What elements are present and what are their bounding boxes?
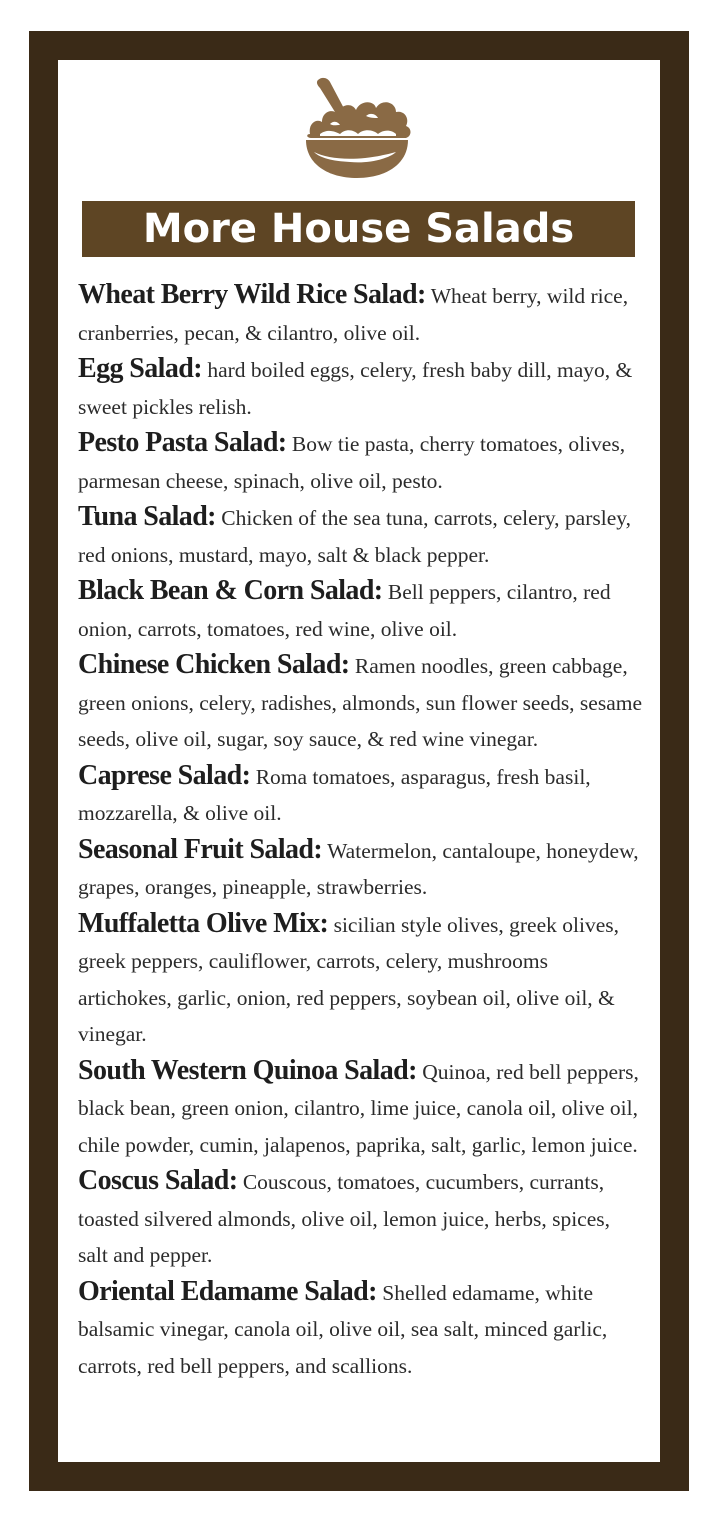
salad-item bbox=[78, 1163, 644, 1274]
page-title: More House Salads bbox=[142, 206, 575, 252]
salad-item bbox=[78, 758, 644, 832]
salad-description: Ramen noodles, green cabbage, green onions, celery, radishes, almonds, sun flower seeds, sesame seeds, olive oil, sugar, soy sauce, & red wine vinegar. bbox=[78, 654, 643, 751]
salad-item bbox=[78, 906, 644, 1053]
salad-name: Tuna Salad: bbox=[78, 501, 216, 532]
salad-description: Quinoa, red bell peppers, black bean, green onion, cilantro, lime juice, canola oil, olive oil, chile powder, cumin, jalapenos, paprika, salt, garlic, lemon juice. bbox=[78, 1059, 639, 1157]
salad-description: Bow tie pasta, cherry tomatoes, olives, parmesan cheese, spinach, olive oil, pesto. bbox=[78, 432, 626, 493]
salad-name: Oriental Edamame Salad: bbox=[78, 1275, 377, 1307]
salad-item bbox=[78, 573, 644, 647]
salad-item bbox=[78, 647, 644, 758]
salad-name: Caprese Salad: bbox=[78, 759, 251, 791]
salad-description: Chicken of the sea tuna, carrots, celery, parsley, red onions, mustard, mayo, salt & black pepper. bbox=[78, 506, 631, 567]
salad-name: Pesto Pasta Salad: bbox=[78, 427, 287, 458]
salad-list bbox=[78, 277, 644, 1384]
salad-name: South Western Quinoa Salad: bbox=[78, 1054, 417, 1086]
salad-description: Bell peppers, cilantro, red onion, carrots, tomatoes, red wine, olive oil. bbox=[78, 580, 611, 641]
salad-description: Shelled edamame, white balsamic vinegar, canola oil, olive oil, sea salt, minced garlic, carrots, red bell peppers, and scallions. bbox=[78, 1280, 608, 1378]
title-banner bbox=[82, 201, 635, 257]
salad-name: Egg Salad: bbox=[78, 353, 202, 384]
salad-name: Chinese Chicken Salad: bbox=[78, 649, 350, 680]
salad-description: Watermelon, cantaloupe, honeydew, grapes, oranges, pineapple, strawberries. bbox=[78, 838, 639, 899]
salad-name: Muffaletta Olive Mix: bbox=[78, 907, 329, 939]
salad-item bbox=[78, 1053, 644, 1164]
salad-item bbox=[78, 351, 644, 425]
salad-name: Seasonal Fruit Salad: bbox=[78, 833, 323, 865]
salad-name: Coscus Salad: bbox=[78, 1165, 238, 1196]
salad-description: Couscous, tomatoes, cucumbers, currants, toasted silvered almonds, olive oil, lemon juice, herbs, spices, salt and pepper. bbox=[78, 1170, 611, 1267]
salad-description: sicilian style olives, greek olives, greek peppers, cauliflower, carrots, celery, mushrooms artichokes, garlic, onion, red peppers, soybean oil, olive oil, & vinegar. bbox=[78, 912, 619, 1046]
salad-item bbox=[78, 277, 644, 351]
salad-name: Wheat Berry Wild Rice Salad: bbox=[78, 279, 426, 310]
salad-description: Roma tomatoes, asparagus, fresh basil, mozzarella, & olive oil. bbox=[78, 764, 591, 825]
salad-name: Black Bean & Corn Salad: bbox=[78, 575, 383, 606]
salad-item bbox=[78, 499, 644, 573]
salad-description: hard boiled eggs, celery, fresh baby dill, mayo, & sweet pickles relish. bbox=[78, 358, 633, 419]
salad-description: Wheat berry, wild rice, cranberries, pecan, & cilantro, olive oil. bbox=[78, 284, 629, 345]
salad-bowl-icon bbox=[300, 72, 414, 182]
salad-item bbox=[78, 832, 644, 906]
salad-item bbox=[78, 425, 644, 499]
salad-item bbox=[78, 1274, 644, 1385]
